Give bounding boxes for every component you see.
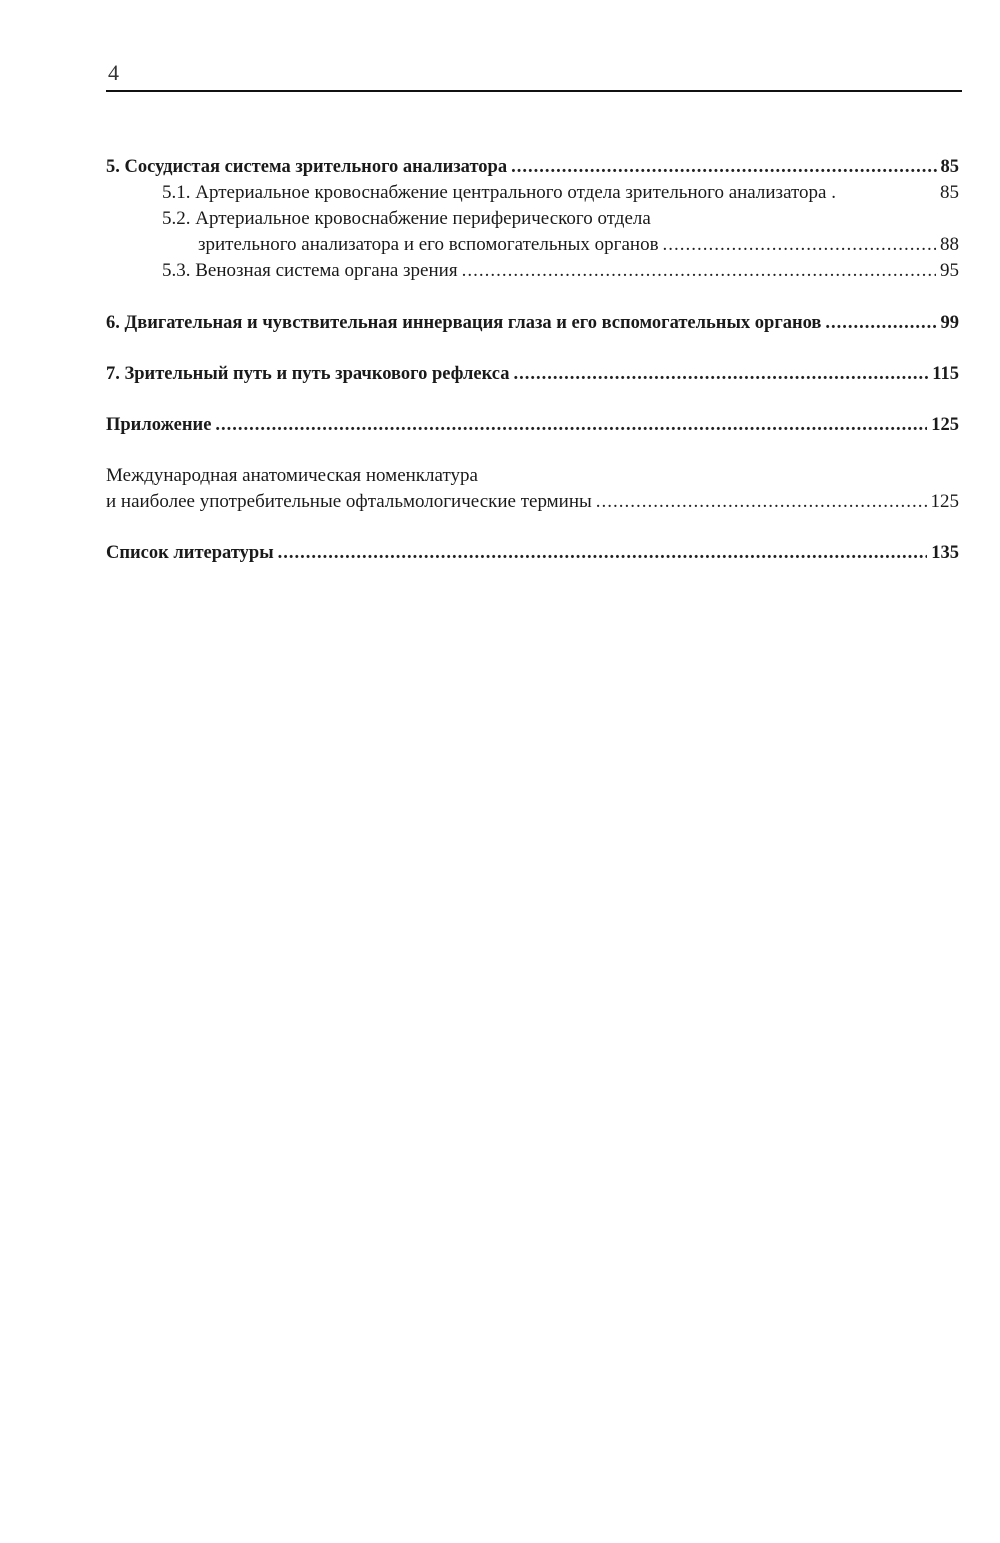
toc-entry-title-line-2: зрительного анализатора и его вспомогательных органов (198, 234, 659, 255)
toc-entry-title: 5.1. Артериальное кровоснабжение центрального отдела зрительного анализатора . (162, 182, 836, 203)
toc-entry-page: 88 (940, 234, 959, 255)
leader-dots (215, 412, 927, 438)
toc-entry-page: 115 (932, 364, 959, 384)
toc-entry-page: 95 (940, 260, 959, 281)
toc-entry-appendix[interactable] (106, 412, 959, 438)
toc-entry-references[interactable] (106, 540, 959, 566)
leader-dots (514, 361, 929, 387)
leader-dots (462, 258, 936, 284)
toc-entry-title: Список литературы (106, 543, 274, 563)
toc-entry-chapter-7[interactable] (106, 361, 959, 387)
leader-dots (596, 489, 927, 515)
toc-entry-title: 5.3. Венозная система органа зрения (162, 260, 458, 281)
toc-entry-section-5-1[interactable] (106, 180, 959, 206)
leader-dots (825, 310, 936, 336)
toc-entry-title: 6. Двигательная и чувствительная иннервация глаза и его вспомогательных органов (106, 313, 822, 333)
toc-entry-title: Приложение (106, 415, 212, 435)
toc-entry-title-line-1: Международная анатомическая номенклатура (106, 465, 478, 486)
toc-entry-title-line-1: 5.2. Артериальное кровоснабжение периферического отдела (162, 208, 651, 229)
toc-entry-title-line-2: и наиболее употребительные офтальмологические термины (106, 491, 592, 512)
toc-entry-page: 125 (930, 491, 959, 512)
toc-entry-chapter-5[interactable] (106, 154, 959, 180)
toc-entry-chapter-6[interactable] (106, 310, 959, 336)
toc-entry-page: 135 (931, 543, 959, 563)
toc-entry-page: 125 (931, 415, 959, 435)
leader-dots (663, 232, 936, 258)
toc-entry-title: 5. Сосудистая система зрительного анализатора (106, 157, 508, 177)
table-of-contents (106, 154, 959, 566)
header-rule (106, 90, 962, 92)
page-number: 4 (108, 60, 119, 85)
toc-entry-section-5-3[interactable] (106, 258, 959, 284)
toc-entry-page: 85 (940, 182, 959, 203)
toc-entry-section-5-2[interactable] (106, 206, 959, 258)
leader-dots (278, 540, 928, 566)
toc-entry-page: 99 (940, 313, 959, 333)
leader-dots (511, 154, 936, 180)
toc-entry-nomenclature[interactable] (106, 463, 959, 515)
toc-entry-title: 7. Зрительный путь и путь зрачкового рефлекса (106, 364, 510, 384)
toc-entry-page: 85 (940, 157, 959, 177)
